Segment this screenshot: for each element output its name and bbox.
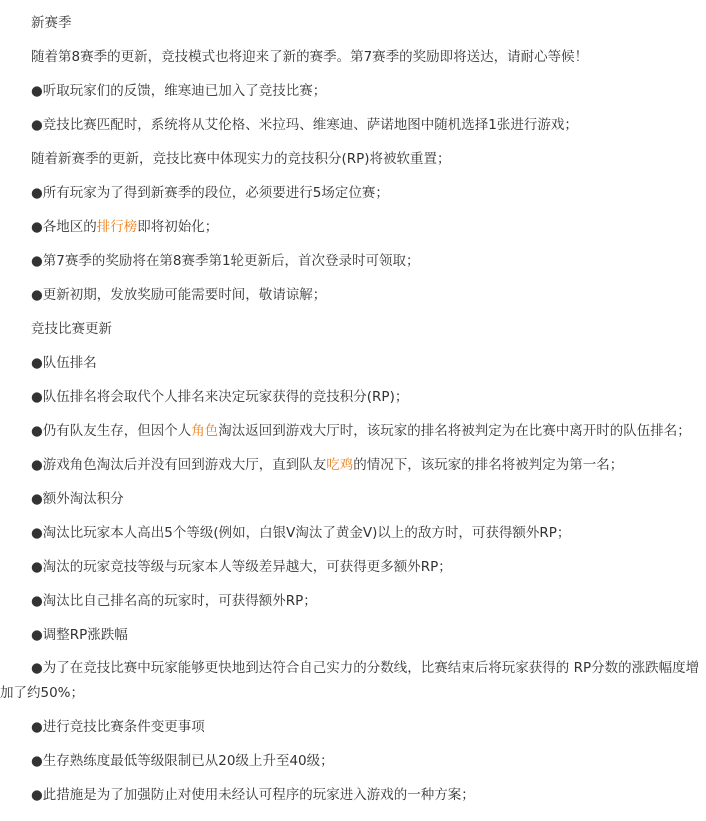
bullet-item	[0, 456, 706, 474]
bullet-item: ●生存熟练度最低等级限制已从20级上升至40级；	[31, 753, 334, 769]
text-segment: ●游戏角色淘汰后并没有回到游戏大厅，直到队友	[31, 457, 327, 473]
chicken-dinner-link[interactable]: 吃鸡	[326, 457, 354, 473]
bullet-item: ●第7赛季的奖励将在第8赛季第1轮更新后，首次登录时可领取；	[31, 253, 420, 269]
bullet-item: ●淘汰比自己排名高的玩家时，可获得额外RP；	[31, 593, 317, 609]
bullet-item: ●更新初期，发放奖励可能需要时间，敬请谅解；	[31, 287, 327, 303]
leaderboard-link[interactable]: 排行榜	[96, 219, 138, 235]
paragraph: 随着新赛季的更新，竞技比赛中体现实力的竞技积分(RP)将被软重置；	[31, 151, 451, 167]
bullet-item: ●淘汰比玩家本人高出5个等级(例如，白银V淘汰了黄金V)以上的敌方时，可获得额外RP；	[31, 525, 571, 541]
text-segment: 淘汰返回到游戏大厅时，该玩家的排名将被判定为在比赛中离开时的队伍排名；	[218, 423, 691, 439]
text-segment: 即将初始化；	[137, 219, 219, 235]
bullet-item: ●额外淘汰积分	[31, 491, 124, 507]
bullet-item: ●为了在竞技比赛中玩家能够更快地到达符合自己实力的分数线，比赛结束后将玩家获得的 RP分数的涨跌幅度增加了约50%；	[0, 660, 700, 701]
bullet-item	[0, 218, 706, 236]
bullet-item: ●调整RP涨跌幅	[31, 627, 128, 643]
bullet-item: ●队伍排名	[31, 355, 97, 371]
bullet-item: ●淘汰的玩家竞技等级与玩家本人等级差异越大，可获得更多额外RP；	[31, 559, 452, 575]
bullet-item: ●进行竞技比赛条件变更事项	[31, 719, 205, 735]
character-link[interactable]: 角色	[191, 423, 219, 439]
section-heading-competitive-update: 竞技比赛更新	[31, 321, 112, 337]
text-segment: ●各地区的	[31, 219, 97, 235]
bullet-item: ●所有玩家为了得到新赛季的段位，必须要进行5场定位赛；	[31, 185, 389, 201]
text-segment: ●仍有队友生存，但因个人	[31, 423, 192, 439]
bullet-item: ●听取玩家们的反馈，维寒迪已加入了竞技比赛；	[31, 83, 327, 99]
bullet-item: ●队伍排名将会取代个人排名来决定玩家获得的竞技积分(RP)；	[31, 389, 409, 405]
bullet-item: ●竞技比赛匹配时，系统将从艾伦格、米拉玛、维寒迪、萨诺地图中随机选择1张进行游戏；	[31, 117, 578, 133]
bullet-item	[0, 422, 706, 440]
section-heading-new-season: 新赛季	[31, 15, 72, 31]
text-segment: 的情况下，该玩家的排名将被判定为第一名；	[353, 457, 624, 473]
bullet-item: ●此措施是为了加强防止对使用未经认可程序的玩家进入游戏的一种方案；	[31, 787, 475, 803]
paragraph: 随着第8赛季的更新，竞技模式也将迎来了新的赛季。第7赛季的奖励即将送达，请耐心等候！	[31, 49, 589, 65]
